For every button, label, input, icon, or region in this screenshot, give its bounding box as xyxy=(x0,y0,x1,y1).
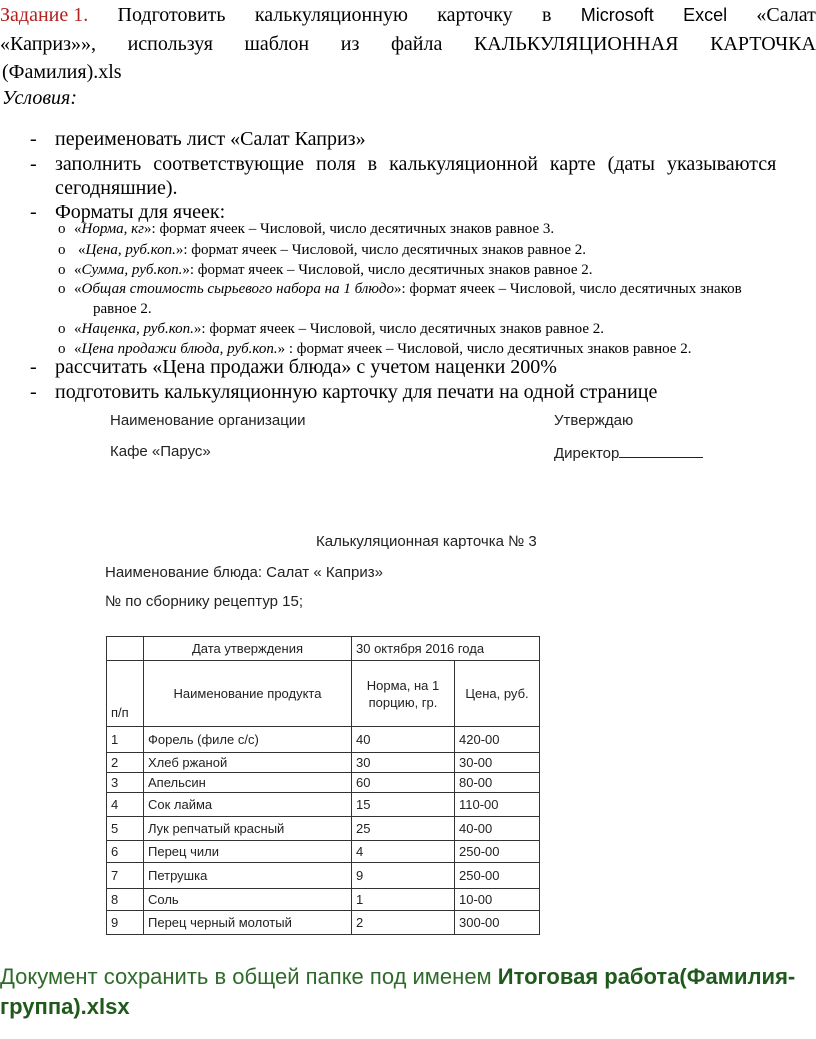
cell-name: Петрушка xyxy=(144,863,352,889)
table-row xyxy=(107,863,540,889)
format-desc: равное 2. xyxy=(93,301,152,317)
bullet-dash: - xyxy=(30,153,37,175)
col-num-header: п/п xyxy=(107,661,144,727)
cell-name: Сок лайма xyxy=(144,793,352,817)
conditions-label: Условия: xyxy=(2,87,77,109)
cell-num: 1 xyxy=(107,727,144,753)
format-text: «Сумма, руб.коп.»: формат ячеек – Числовой, число десятичных знаков равное 2. xyxy=(74,262,593,278)
cell-name: Перец черный молотый xyxy=(144,911,352,935)
date-value: 30 октября 2016 года xyxy=(352,637,540,661)
bullet-dash: - xyxy=(30,381,37,403)
task-word: шаблон xyxy=(244,33,310,55)
bullet-o: o xyxy=(58,281,66,297)
save-instruction-text: Документ сохранить в общей папке под именем xyxy=(0,964,498,989)
table-row xyxy=(107,841,540,863)
table-row xyxy=(107,817,540,841)
table-row xyxy=(107,637,540,661)
bullet-text: переименовать лист «Салат Каприз» xyxy=(55,128,366,150)
cell-name: Лук репчатый красный xyxy=(144,817,352,841)
cell-num: 3 xyxy=(107,773,144,793)
bullet-text: Форматы для ячеек: xyxy=(55,201,226,223)
bullet-o: o xyxy=(58,221,66,237)
cell-name: Форель (филе с/с) xyxy=(144,727,352,753)
task-label: Задание 1. xyxy=(0,4,89,26)
format-name: Норма, кг xyxy=(81,221,145,237)
format-text: «Цена продажи блюда, руб.коп.» : формат ячеек – Числовой, число десятичных знаков равное 2. xyxy=(74,341,692,357)
cell-price: 420-00 xyxy=(455,727,540,753)
date-label: Дата утверждения xyxy=(144,637,352,661)
task-line-3: (Фамилия).xls xyxy=(2,61,122,83)
recipe-number: № по сборнику рецептур 15; xyxy=(105,593,304,610)
task-line-2 xyxy=(0,31,816,58)
save-instruction xyxy=(0,962,816,1022)
calculation-table xyxy=(106,636,540,935)
task-word: калькуляционную xyxy=(254,4,408,26)
director-text: Директор xyxy=(554,445,620,462)
cell-norm: 1 xyxy=(352,889,455,911)
table-header-row xyxy=(107,661,540,727)
bullet-o: o xyxy=(58,341,66,357)
cell-name: Перец чили xyxy=(144,841,352,863)
table-cell xyxy=(107,637,144,661)
task-word: Microsoft xyxy=(580,5,654,25)
cell-num: 6 xyxy=(107,841,144,863)
task-word: Excel xyxy=(683,5,728,25)
bullet-text: сегодняшние). xyxy=(55,177,178,199)
task-word: карточку xyxy=(437,4,513,26)
task-word: используя xyxy=(127,33,213,55)
card-title: Калькуляционная карточка № 3 xyxy=(316,533,537,550)
format-desc: : формат ячеек – Числовой, число десятичных знаков равное 2. xyxy=(285,341,692,357)
table-row xyxy=(107,753,540,773)
signature-line xyxy=(619,443,703,458)
task-word: Подготовить xyxy=(117,4,226,26)
task-word: из xyxy=(340,33,360,55)
bullet-text: подготовить калькуляционную карточку для печати на одной странице xyxy=(55,381,658,403)
cell-norm: 60 xyxy=(352,773,455,793)
cell-price: 30-00 xyxy=(455,753,540,773)
cell-price: 250-00 xyxy=(455,841,540,863)
format-desc: : формат ячеек – Числовой, число десятичных знаков равное 2. xyxy=(183,242,586,258)
cell-name: Хлеб ржаной xyxy=(144,753,352,773)
format-desc: : формат ячеек – Числовой, число десятичных знаков xyxy=(401,281,742,297)
task-word: КАЛЬКУЛЯЦИОННАЯ xyxy=(473,33,679,55)
format-name: Сумма, руб.коп. xyxy=(81,262,183,278)
col-price-header: Цена, руб. xyxy=(455,661,540,727)
format-desc: : формат ячеек – Числовой, число десятичных знаков равное 3. xyxy=(151,221,555,237)
format-text: «Цена, руб.коп.»: формат ячеек – Числовой, число десятичных знаков равное 2. xyxy=(78,242,586,258)
col-norm-header: Норма, на 1 порцию, гр. xyxy=(352,661,455,727)
cell-price: 250-00 xyxy=(455,863,540,889)
director-label xyxy=(554,443,703,462)
format-text: «Наценка, руб.коп.»: формат ячеек – Числовой, число десятичных знаков равное 2. xyxy=(74,321,604,337)
cell-norm: 40 xyxy=(352,727,455,753)
table-row xyxy=(107,773,540,793)
task-word: «Каприз»», xyxy=(0,33,96,55)
org-label: Наименование организации xyxy=(110,412,306,429)
format-name: Цена, руб.коп. xyxy=(85,242,176,258)
cell-norm: 30 xyxy=(352,753,455,773)
format-text: «Норма, кг»: формат ячеек – Числовой, число десятичных знаков равное 3. xyxy=(74,221,555,237)
bullet-o: o xyxy=(58,262,66,278)
cell-name: Соль xyxy=(144,889,352,911)
bullet-dash: - xyxy=(30,201,37,223)
format-desc: : формат ячеек – Числовой, число десятичных знаков равное 2. xyxy=(201,321,604,337)
cell-price: 110-00 xyxy=(455,793,540,817)
table-row xyxy=(107,727,540,753)
cell-norm: 25 xyxy=(352,817,455,841)
org-value: Кафе «Парус» xyxy=(110,443,211,460)
format-desc: : формат ячеек – Числовой, число десятичных знаков равное 2. xyxy=(189,262,593,278)
calculation-card-scan xyxy=(100,400,730,950)
table-row xyxy=(107,911,540,935)
cell-num: 2 xyxy=(107,753,144,773)
bullet-dash: - xyxy=(30,128,37,150)
bullet-text: рассчитать «Цена продажи блюда» с учетом наценки 200% xyxy=(55,356,557,378)
bullet-o: o xyxy=(58,242,66,258)
cell-num: 7 xyxy=(107,863,144,889)
format-text: «Общая стоимость сырьевого набора на 1 блюдо»: формат ячеек – Числовой, число десятичных знаков xyxy=(74,281,742,297)
cell-num: 9 xyxy=(107,911,144,935)
dish-name: Наименование блюда: Салат « Каприз» xyxy=(105,564,383,581)
cell-name: Апельсин xyxy=(144,773,352,793)
format-name: Цена продажи блюда, руб.коп. xyxy=(81,341,278,357)
cell-norm: 9 xyxy=(352,863,455,889)
bullet-dash: - xyxy=(30,356,37,378)
bullet-text: заполнить соответствующие поля в калькуляционной карте (даты указываются xyxy=(55,153,777,175)
cell-num: 4 xyxy=(107,793,144,817)
table-row xyxy=(107,793,540,817)
save-filename: Итоговая работа(Фамилия-группа).xlsx xyxy=(0,964,796,1019)
cell-price: 300-00 xyxy=(455,911,540,935)
cell-price: 40-00 xyxy=(455,817,540,841)
format-name: Общая стоимость сырьевого набора на 1 блюдо xyxy=(81,281,394,297)
cell-price: 10-00 xyxy=(455,889,540,911)
task-line-1 xyxy=(0,2,816,29)
bullet-o: o xyxy=(58,321,66,337)
cell-norm: 4 xyxy=(352,841,455,863)
task-word: «Салат xyxy=(756,4,816,26)
cell-num: 8 xyxy=(107,889,144,911)
format-name: Наценка, руб.коп. xyxy=(81,321,194,337)
task-word: в xyxy=(542,4,552,26)
cell-norm: 2 xyxy=(352,911,455,935)
approve-label: Утверждаю xyxy=(554,412,634,429)
col-name-header: Наименование продукта xyxy=(144,661,352,727)
cell-norm: 15 xyxy=(352,793,455,817)
cell-price: 80-00 xyxy=(455,773,540,793)
cell-num: 5 xyxy=(107,817,144,841)
table-row xyxy=(107,889,540,911)
task-word: КАРТОЧКА xyxy=(710,33,816,55)
task-word: файла xyxy=(390,33,443,55)
